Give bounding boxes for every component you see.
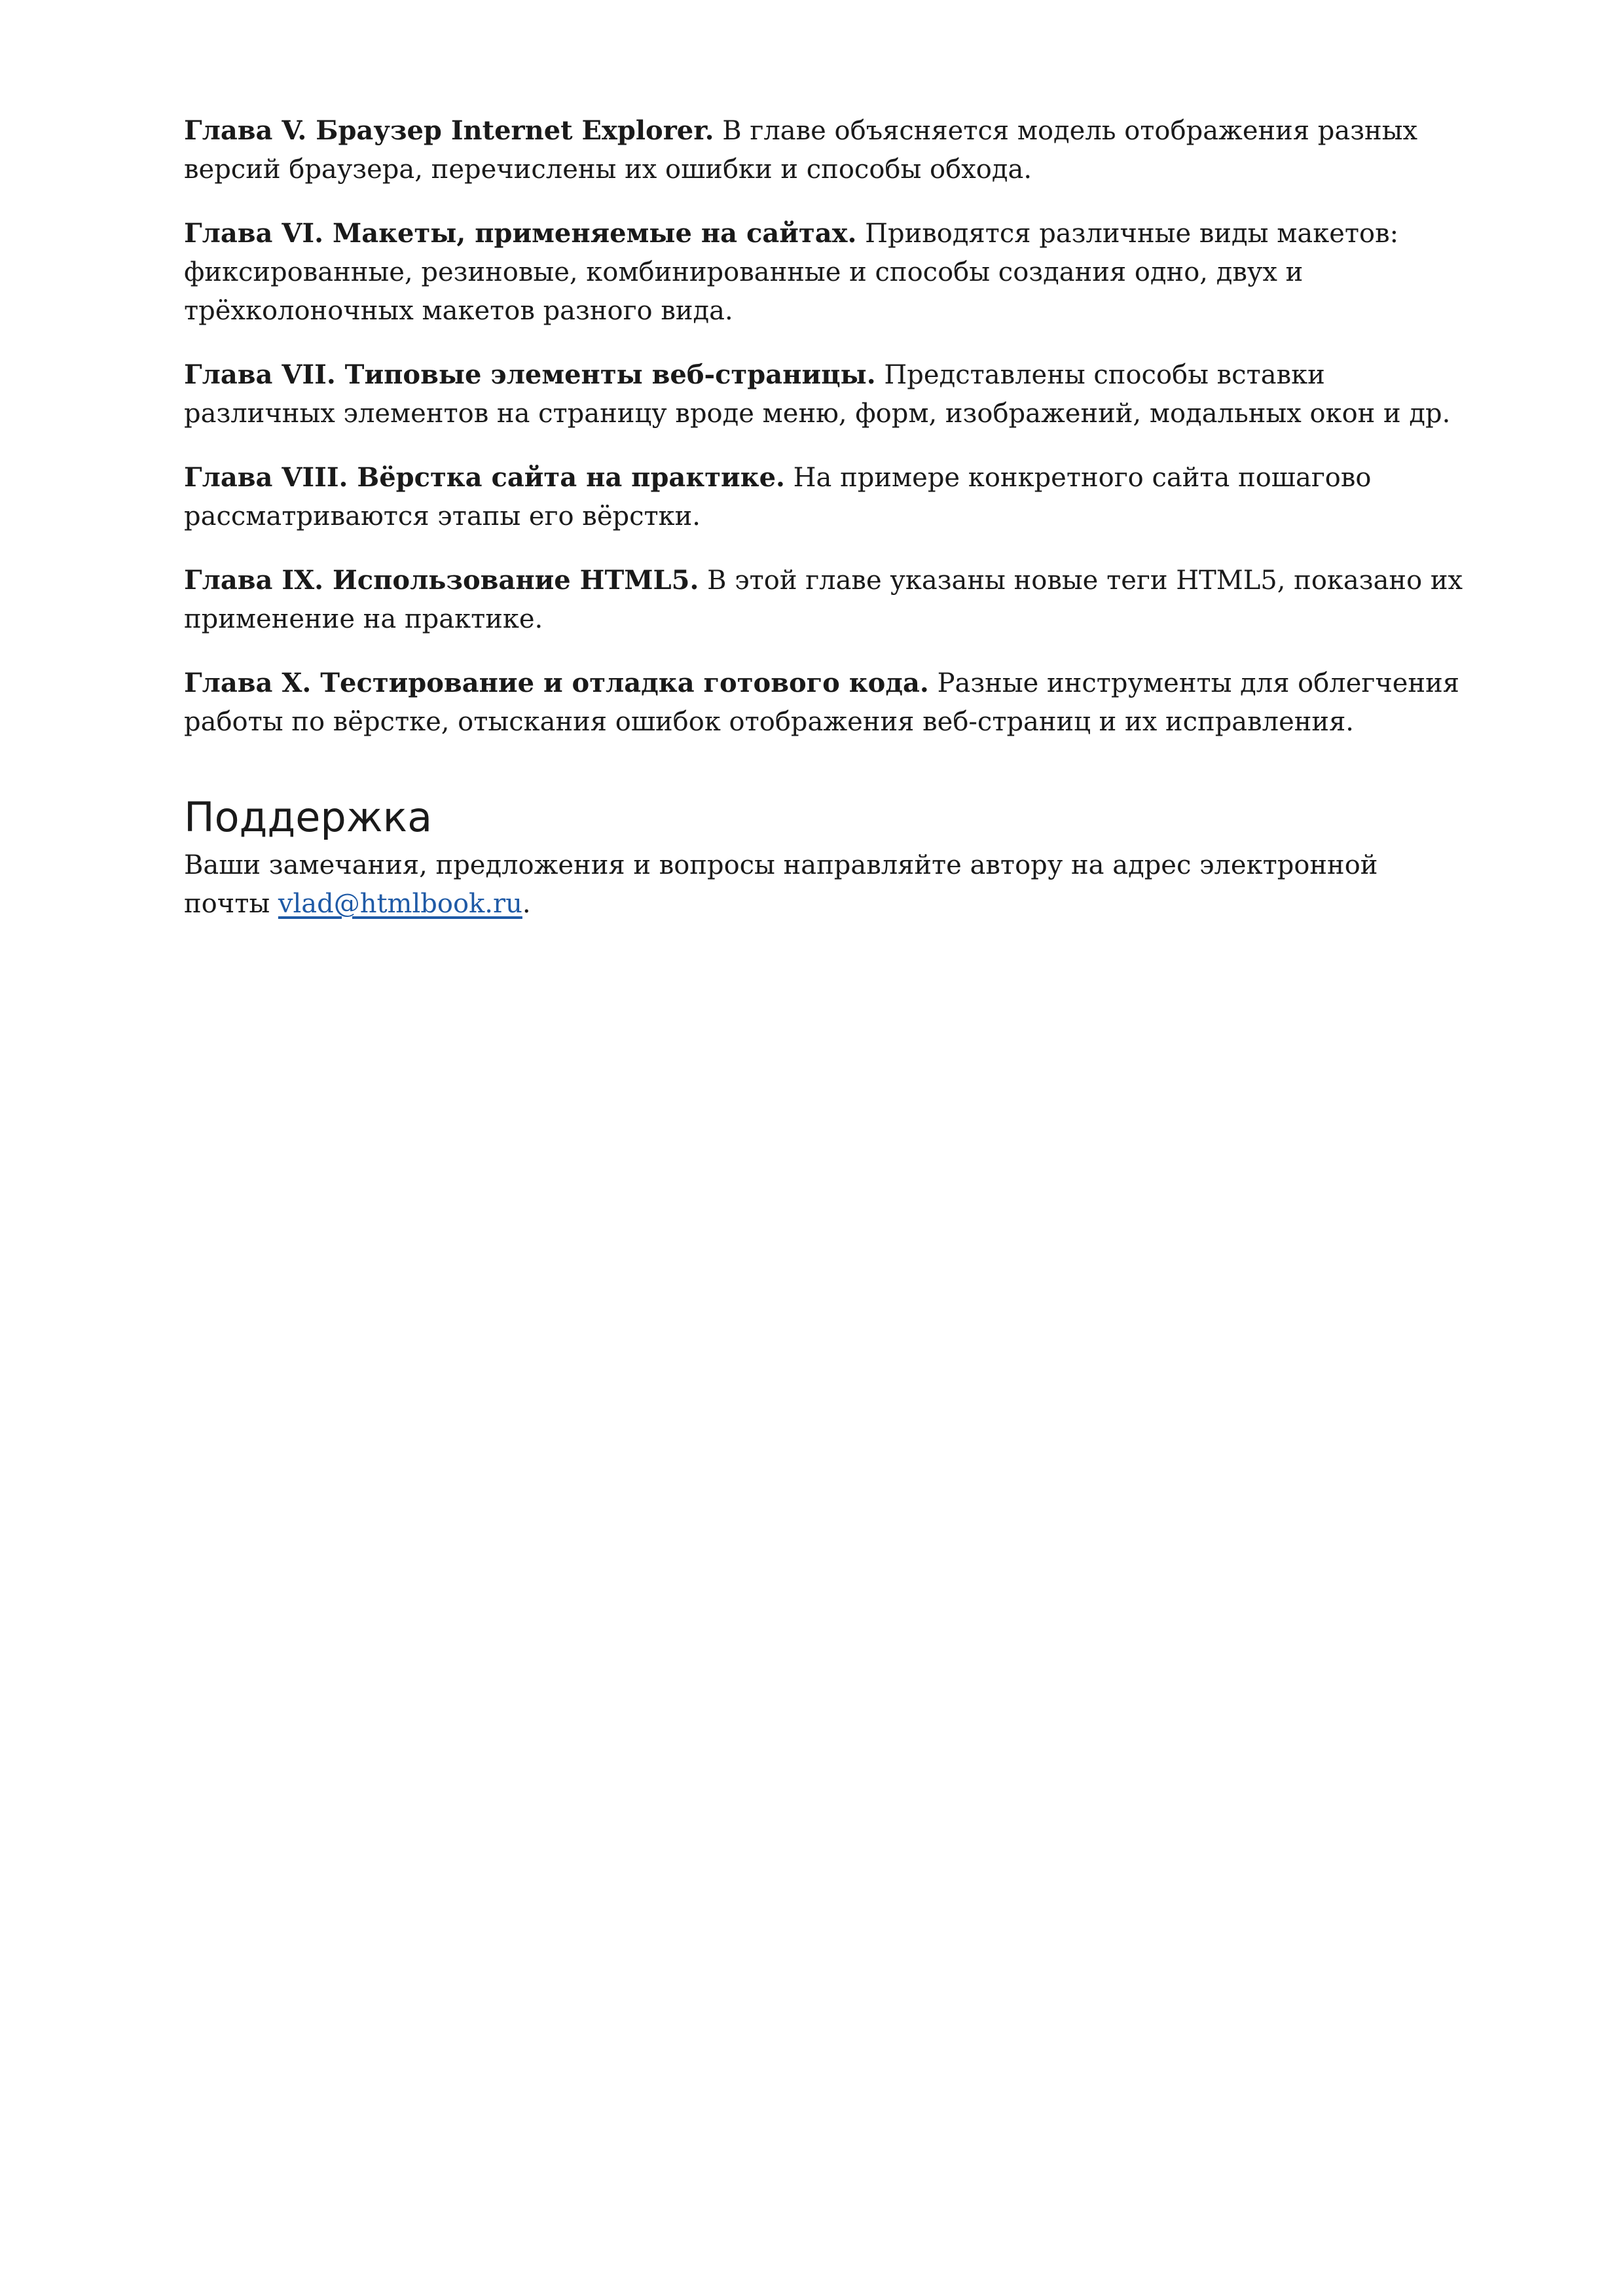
chapter-paragraph <box>184 458 1467 536</box>
chapter-title: Глава V. Браузер Internet Explorer. <box>184 115 714 146</box>
chapter-paragraph <box>184 561 1467 639</box>
chapter-title: Глава VI. Макеты, применяемые на сайтах. <box>184 218 857 249</box>
document-page <box>184 111 1467 924</box>
chapter-title: Глава VIII. Вёрстка сайта на практике. <box>184 462 785 493</box>
trailing-period: . <box>522 889 531 919</box>
chapter-description: В этой главе указаны новые теги HTML5, показано их применение на практике. <box>184 565 1463 634</box>
support-text: Ваши замечания, предложения и вопросы направляйте автору на адрес электронной почты <box>184 850 1378 919</box>
chapter-title: Глава IX. Использование HTML5. <box>184 565 699 596</box>
chapter-paragraph <box>184 111 1467 189</box>
support-paragraph <box>184 846 1467 924</box>
chapter-description: На примере конкретного сайта пошагово рассматриваются этапы его вёрстки. <box>184 463 1372 531</box>
support-heading: Поддержка <box>184 793 433 841</box>
chapter-paragraph <box>184 355 1467 433</box>
chapter-title: Глава X. Тестирование и отладка готового кода. <box>184 668 929 698</box>
chapter-description: Приводятся различные виды макетов: фиксированные, резиновые, комбинированные и способы создания одно, двух и трёхколоночных макетов разного вида. <box>184 219 1399 326</box>
chapter-description: Разные инструменты для облегчения работы по вёрстке, отыскания ошибок отображения веб-страниц и их исправления. <box>184 668 1460 737</box>
email-link[interactable]: vlad@htmlbook.ru <box>278 889 522 919</box>
chapter-paragraph <box>184 214 1467 331</box>
chapter-description: В главе объясняется модель отображения разных версий браузера, перечислены их ошибки и способы обхода. <box>184 116 1418 185</box>
chapter-title: Глава VII. Типовые элементы веб-страницы. <box>184 359 876 390</box>
chapter-paragraph <box>184 664 1467 742</box>
chapter-description: Представлены способы вставки различных элементов на страницу вроде меню, форм, изображений, модальных окон и др. <box>184 360 1451 429</box>
